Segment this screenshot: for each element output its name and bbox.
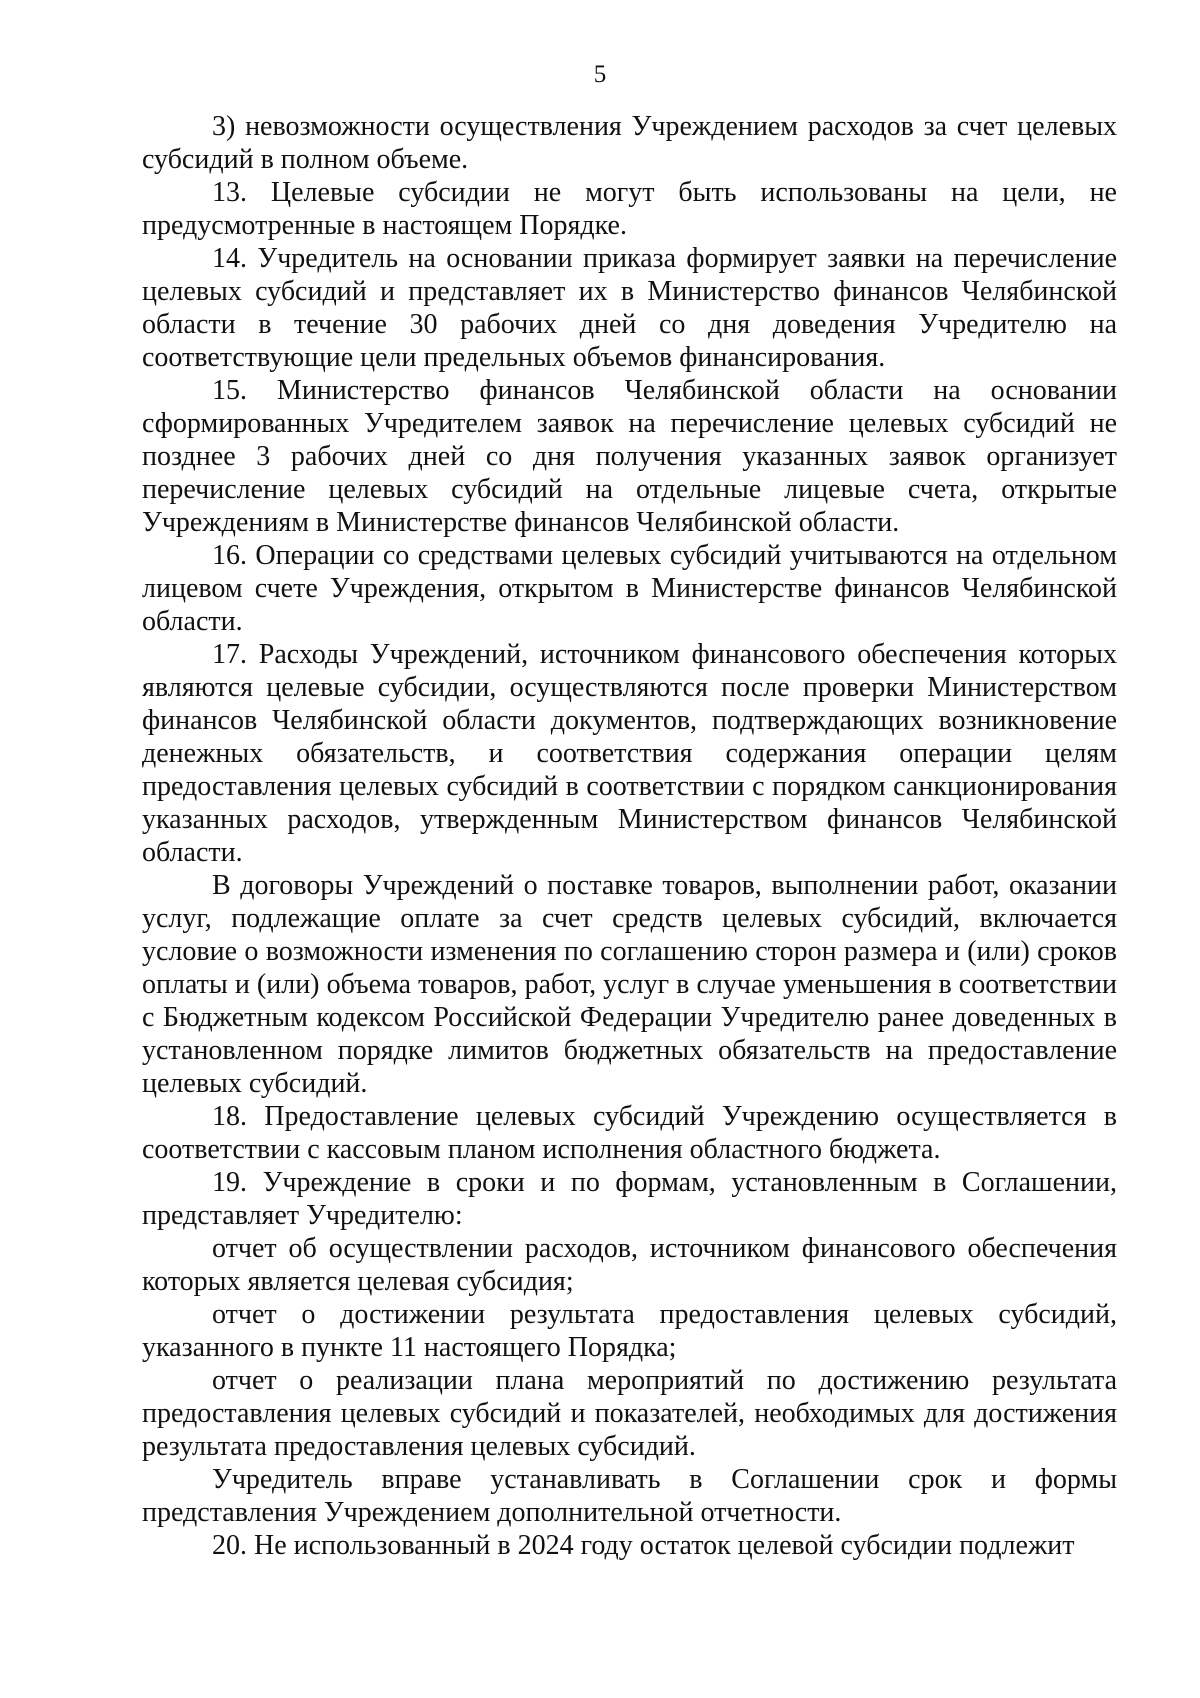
paragraph-17-contracts: В договоры Учреждений о поставке товаров, выполнении работ, оказании услуг, подлежащие оплате за счет средств целевых субсидий, включается условие о возможности изменения по соглашению сторон размера и (или) сроков оплаты и (или) объема товаров, работ, услуг в случае уменьшения в соответствии с Бюджетным кодексом Российской Федерации Учредителю ранее доведенных в установленном порядке лимитов бюджетных обязательств на предоставление целевых субсидий. (142, 870, 1117, 1099)
paragraph-20: 20. Не использованный в 2024 году остаток целевой субсидии подлежит (212, 1530, 1075, 1561)
paragraph-17: 17. Расходы Учреждений, источником финансового обеспечения которых являются целевые субсидии, осуществляются после проверки Министерством финансов Челябинской области документов, подтверждающих возникновение денежных обязательств, и соответствия содержания операции целям предоставления целевых субсидий в соответствии с порядком санкционирования указанных расходов, утвержденным Министерством финансов Челябинской области. (142, 639, 1117, 868)
page-number: 5 (593, 61, 607, 88)
paragraph-16: 16. Операции со средствами целевых субсидий учитываются на отдельном лицевом счете Учреждения, открытом в Министерстве финансов Челябинской области. (142, 540, 1117, 637)
paragraph-19-report-result: отчет о достижении результата предоставления целевых субсидий, указанного в пункте 11 настоящего Порядка; (142, 1299, 1117, 1363)
document-body (142, 110, 1117, 1562)
paragraph-18: 18. Предоставление целевых субсидий Учреждению осуществляется в соответствии с кассовым планом исполнения областного бюджета. (142, 1101, 1117, 1165)
paragraph-19-report-plan: отчет о реализации плана мероприятий по достижению результата предоставления целевых субсидий и показателей, необходимых для достижения результата предоставления целевых субсидий. (142, 1365, 1117, 1462)
paragraph-19-report-expenses: отчет об осуществлении расходов, источником финансового обеспечения которых является целевая субсидия; (142, 1233, 1117, 1297)
paragraph-19-additional: Учредитель вправе устанавливать в Соглашении срок и формы представления Учреждением дополнительной отчетности. (142, 1464, 1117, 1528)
paragraph-13: 13. Целевые субсидии не могут быть использованы на цели, не предусмотренные в настоящем Порядке. (142, 177, 1117, 241)
paragraph-15: 15. Министерство финансов Челябинской области на основании сформированных Учредителем заявок на перечисление целевых субсидий не позднее 3 рабочих дней со дня получения указанных заявок организует перечисление целевых субсидий на отдельные лицевые счета, открытые Учреждениям в Министерстве финансов Челябинской области. (142, 375, 1117, 538)
paragraph-14: 14. Учредитель на основании приказа формирует заявки на перечисление целевых субсидий и представляет их в Министерство финансов Челябинской области в течение 30 рабочих дней со дня доведения Учредителю на соответствующие цели предельных объемов финансирования. (142, 243, 1117, 373)
paragraph-19: 19. Учреждение в сроки и по формам, установленным в Соглашении, представляет Учредителю: (142, 1167, 1117, 1231)
paragraph-item-3: 3) невозможности осуществления Учреждением расходов за счет целевых субсидий в полном объеме. (142, 111, 1117, 175)
